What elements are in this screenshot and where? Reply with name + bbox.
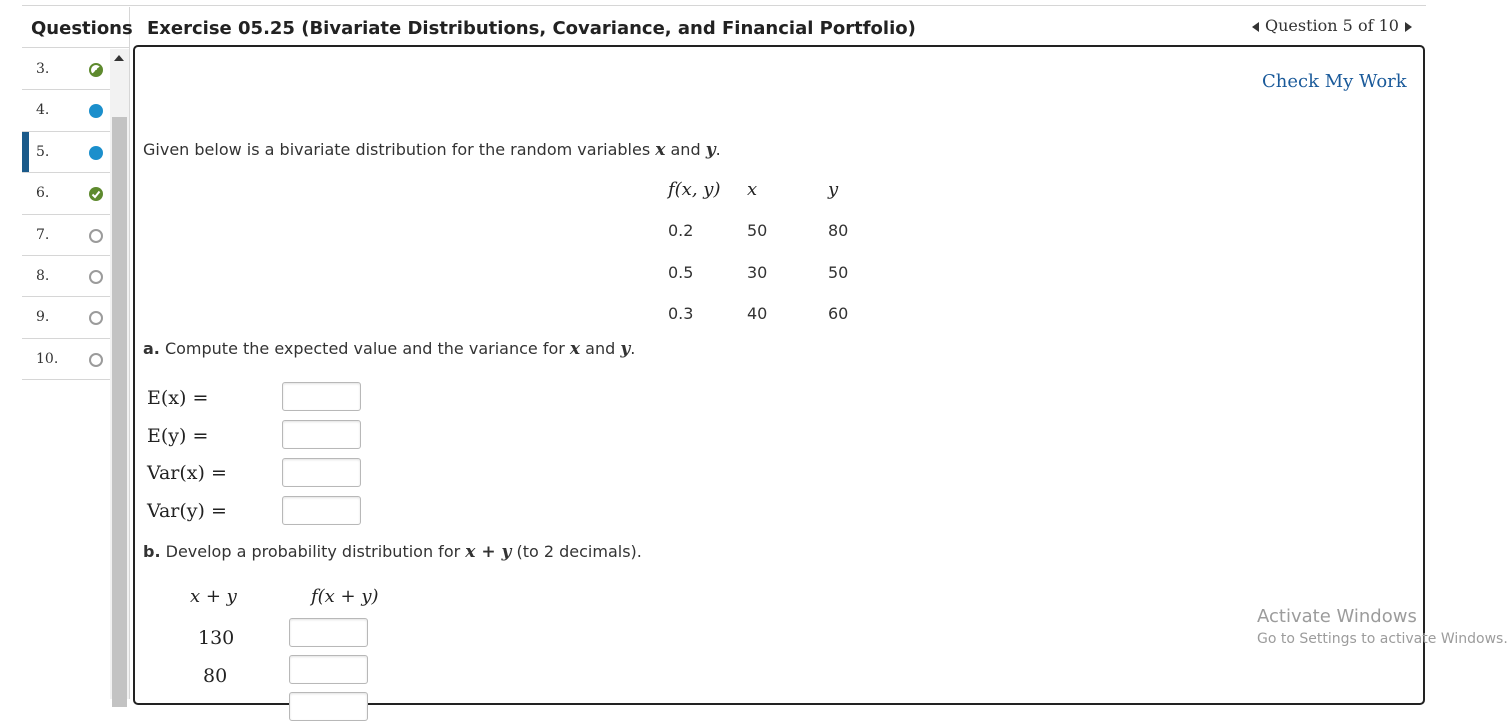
var-y: y — [620, 339, 631, 359]
table-header-y: y — [828, 179, 839, 200]
part-a-text: . — [630, 339, 636, 358]
var-x: x — [569, 339, 581, 359]
check-status-icon — [89, 187, 103, 201]
table-cell: 50 — [828, 263, 849, 282]
intro-text-part: . — [715, 140, 721, 159]
sum-value: 130 — [198, 627, 235, 649]
varx-input[interactable] — [282, 458, 361, 487]
table-cell: 0.2 — [668, 221, 694, 240]
vary-input[interactable] — [282, 496, 361, 525]
ey-input[interactable] — [282, 420, 361, 449]
table-header-fxy: f(x, y) — [668, 179, 721, 200]
question-item-7[interactable] — [22, 215, 110, 256]
question-item-10[interactable] — [22, 339, 110, 380]
answered-status-icon — [89, 146, 103, 160]
unanswered-status-icon — [89, 353, 103, 367]
question-item-5[interactable] — [22, 132, 110, 173]
unanswered-status-icon — [89, 229, 103, 243]
question-number: 5. — [36, 143, 50, 160]
intro-text-part: Given below is a bivariate distribution for the random variables — [143, 140, 656, 159]
answered-status-icon — [89, 104, 103, 118]
table-cell: 0.5 — [668, 263, 694, 282]
probability-input[interactable] — [289, 692, 368, 721]
previous-question-icon[interactable] — [1252, 22, 1259, 32]
question-navigator — [1252, 16, 1412, 35]
sum-value: 80 — [203, 665, 228, 687]
vary-label: Var(y) = — [147, 500, 227, 522]
question-number: 9. — [36, 309, 50, 326]
intro-text — [143, 140, 721, 160]
var-x: x — [655, 140, 666, 160]
table-cell: 40 — [747, 304, 768, 323]
table-cell: 80 — [828, 221, 849, 240]
questions-panel — [22, 7, 133, 699]
part-b-text: Develop a probability distribution for — [160, 542, 466, 561]
question-list-scrollbar[interactable] — [110, 49, 129, 699]
question-item-8[interactable] — [22, 256, 110, 297]
intro-text-part: and — [665, 140, 706, 159]
question-list — [22, 49, 110, 380]
question-item-6[interactable] — [22, 173, 110, 214]
part-b-text: (to 2 decimals). — [511, 542, 642, 561]
next-question-icon[interactable] — [1405, 22, 1412, 32]
ey-label: E(y) = — [147, 425, 209, 447]
probability-input[interactable] — [289, 618, 368, 647]
part-a-text: and — [580, 339, 621, 358]
question-number: 6. — [36, 185, 50, 202]
part-a-text: Compute the expected value and the variance for — [159, 339, 570, 358]
table-header-x: x — [747, 179, 758, 200]
table-cell: 30 — [747, 263, 768, 282]
part-b-prompt — [143, 542, 642, 562]
var-y: y — [705, 140, 716, 160]
probability-column-header: f(x + y) — [311, 586, 379, 607]
table-cell: 0.3 — [668, 304, 694, 323]
scrollbar-thumb[interactable] — [112, 117, 127, 707]
part-a-prompt — [143, 339, 635, 359]
part-b-letter: b. — [143, 542, 161, 561]
question-number: 4. — [36, 102, 50, 119]
table-cell: 50 — [747, 221, 768, 240]
question-position: Question 5 of 10 — [1265, 16, 1399, 35]
unanswered-status-icon — [89, 311, 103, 325]
check-my-work-link[interactable]: Check My Work — [1262, 71, 1407, 92]
top-divider — [22, 5, 1426, 6]
sum-column-header: x + y — [190, 586, 237, 607]
probability-input[interactable] — [289, 655, 368, 684]
part-a-letter: a. — [143, 339, 160, 358]
ex-label: E(x) = — [147, 387, 209, 409]
partial-status-icon — [89, 63, 103, 77]
question-number: 3. — [36, 61, 50, 77]
questions-heading: Questions — [22, 7, 129, 48]
activate-windows-title: Activate Windows — [1257, 606, 1417, 627]
question-item-9[interactable] — [22, 297, 110, 338]
sum-expression: x + y — [465, 542, 512, 562]
activate-windows-subtitle: Go to Settings to activate Windows. — [1257, 631, 1508, 647]
varx-label: Var(x) = — [147, 462, 227, 484]
ex-input[interactable] — [282, 382, 361, 411]
question-item-4[interactable] — [22, 90, 110, 131]
exercise-title: Exercise 05.25 (Bivariate Distributions, Covariance, and Financial Portfolio) — [147, 18, 916, 39]
question-item-3[interactable] — [22, 49, 110, 90]
table-cell: 60 — [828, 304, 849, 323]
question-number: 8. — [36, 267, 50, 284]
unanswered-status-icon — [89, 270, 103, 284]
scroll-up-arrow-icon[interactable] — [114, 55, 124, 61]
question-number: 7. — [36, 226, 50, 243]
question-number: 10. — [36, 350, 59, 367]
